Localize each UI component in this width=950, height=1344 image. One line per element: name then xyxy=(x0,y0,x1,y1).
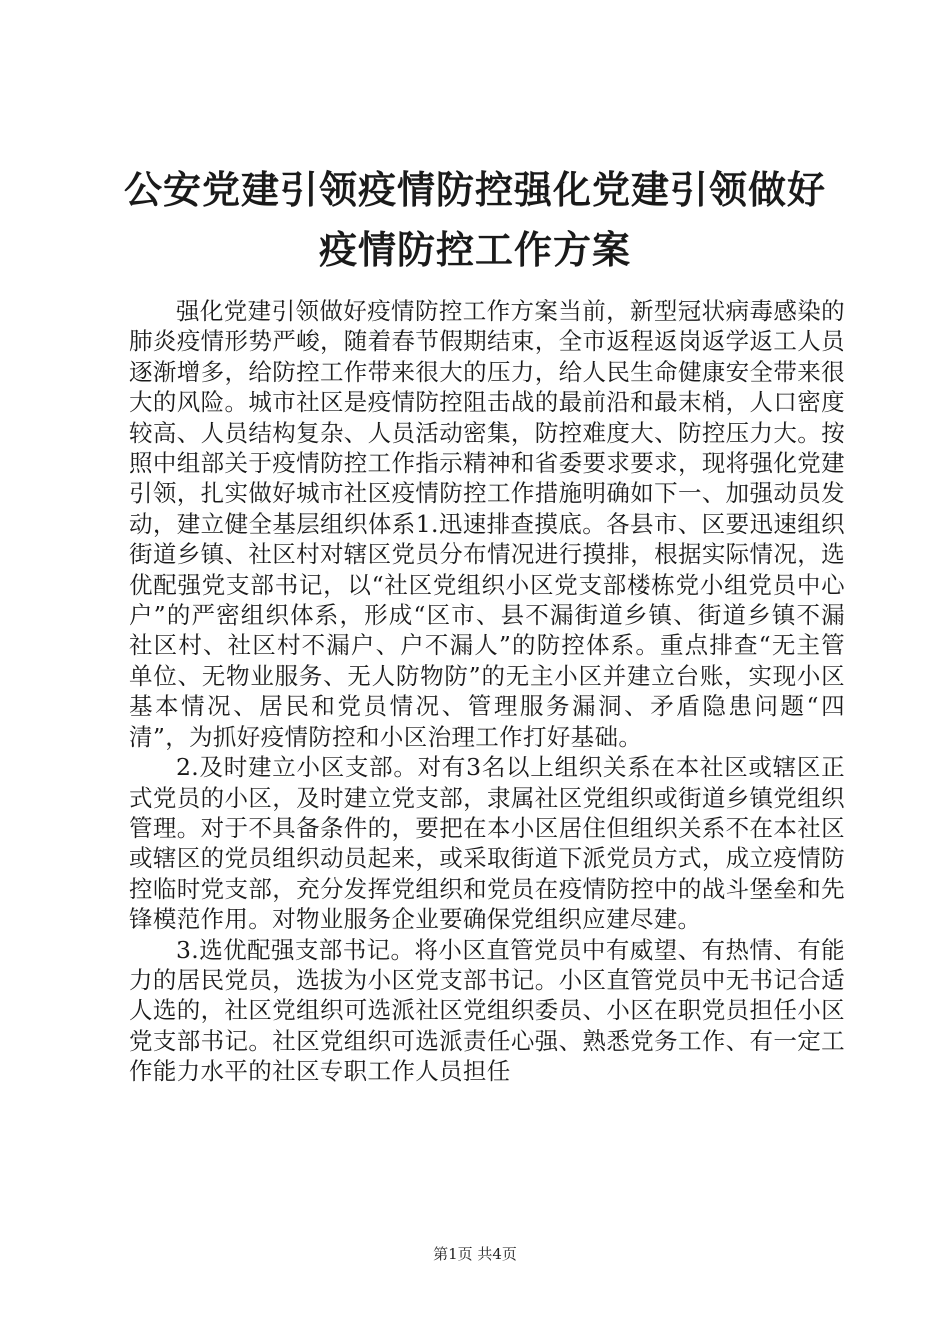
document-title: 公安党建引领疫情防控强化党建引领做好疫情防控工作方案 xyxy=(123,167,826,272)
document-body xyxy=(129,296,845,1087)
body-paragraph-3: 3.选优配强支部书记。将小区直管党员中有威望、有热情、有能力的居民党员，选拔为小区党支部书记。小区直管党员中无书记合适人选的，社区党组织可选派社区党组织委员、小区在职党员担任小区党支部书记。社区党组织可选派责任心强、熟悉党务工作、有一定工作能力水平的社区专职工作人员担任 xyxy=(129,935,845,1086)
body-paragraph-1: 强化党建引领做好疫情防控工作方案当前，新型冠状病毒感染的肺炎疫情形势严峻，随着春节假期结束，全市返程返岗返学返工人员逐渐增多，给防控工作带来很大的压力，给人民生命健康安全带来很大的风险。城市社区是疫情防控阻击战的最前沿和最末梢，人口密度较高、人员结构复杂、人员活动密集，防控难度大、防控压力大。按照中组部关于疫情防控工作指示精神和省委要求要求，现将强化党建引领，扎实做好城市社区疫情防控工作措施明确如下一、加强动员发动，建立健全基层组织体系1.迅速排查摸底。各县市、区要迅速组织街道乡镇、社区村对辖区党员分布情况进行摸排，根据实际情况，选优配强党支部书记，以“社区党组织小区党支部楼栋党小组党员中心户”的严密组织体系，形成“区市、县不漏街道乡镇、街道乡镇不漏社区村、社区村不漏户、户不漏人”的防控体系。重点排查“无主管单位、无物业服务、无人防物防”的无主小区并建立台账，实现小区基本情况、居民和党员情况、管理服务漏洞、矛盾隐患问题“四清”，为抓好疫情防控和小区治理工作打好基础。 xyxy=(129,297,845,751)
body-paragraph-2: 2.及时建立小区支部。对有3名以上组织关系在本社区或辖区正式党员的小区，及时建立党支部，隶属社区党组织或街道乡镇党组织管理。对于不具备条件的，要把在本小区居住但组织关系不在本社区或辖区的党员组织动员起来，或采取街道下派党员方式，成立疫情防控临时党支部，充分发挥党组织和党员在疫情防控中的战斗堡垒和先锋模范作用。对物业服务企业要确保党组织应建尽建。 xyxy=(129,753,845,934)
page-number-footer: 第1页 共4页 xyxy=(433,1245,517,1263)
